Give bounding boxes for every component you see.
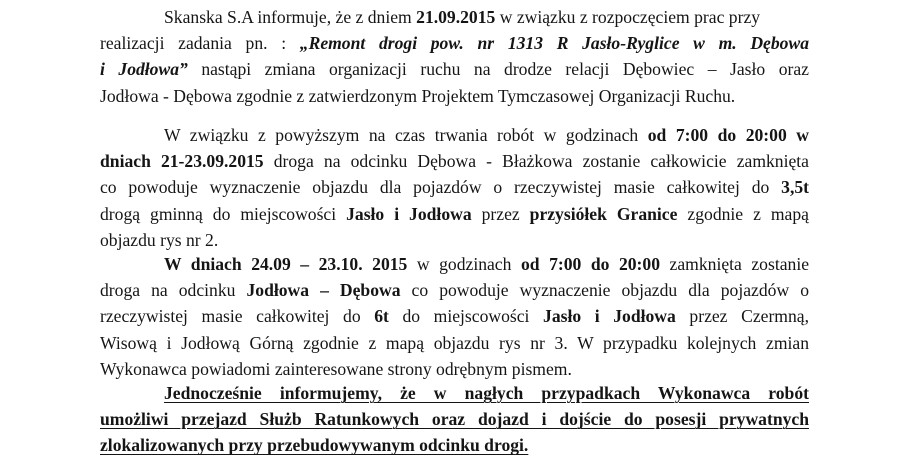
paragraph-intro-line-1 [100, 4, 809, 30]
paragraph-closure-1-line-5 [100, 227, 809, 253]
text-span: droga na odcinku Dębowa - Błażkowa zostanie całkowicie zamknięta [263, 151, 809, 172]
paragraph-closure-1-line-3 [100, 174, 809, 200]
project-title: „Remont drogi pow. nr 1313 R Jasło-Ryglice w m. Dębowa [299, 33, 809, 54]
text-span: W związku z powyższym na czas trwania robót w godzinach [164, 125, 648, 145]
paragraph-emergency-notice [100, 380, 809, 459]
paragraph-emergency-line-1 [100, 380, 809, 406]
text-span: droga na odcinku [100, 280, 247, 301]
detour-via: przysiółek Granice [529, 203, 678, 224]
paragraph-emergency-line-3 [100, 432, 809, 458]
weight-limit: 3,5t [781, 177, 809, 198]
paragraph-closure-2-line-4 [100, 330, 809, 356]
text-span: drogą gminną do miejscowości [100, 203, 347, 224]
text-span: co powoduje wyznaczenie objazdu dla pojazdów o [400, 280, 809, 301]
text-span: przez Czermną, [675, 306, 809, 327]
hours: od 7:00 do 20:00 [520, 254, 661, 274]
paragraph-closure-1-line-1 [100, 122, 809, 148]
emergency-text: umożliwi przejazd Służb Ratunkowych oraz dojazd i dojście do posesji prywatnych [100, 409, 809, 430]
road-section: Jodłowa – Dębowa [246, 280, 401, 301]
emergency-text: Jednocześnie informujemy, że w nagłych przypadkach Wykonawca robót [164, 383, 809, 403]
paragraph-intro [100, 4, 809, 109]
closure-dates: dniach 21-23.09.2015 [100, 151, 264, 172]
paragraph-closure-2-line-5 [100, 356, 809, 382]
paragraph-closure-1 [100, 122, 809, 253]
text-span: realizacji zadania pn. : [100, 33, 300, 54]
weight-limit: 6t [374, 306, 389, 327]
text-span: Skanska S.A informuje, że z dniem [164, 7, 417, 27]
paragraph-intro-line-4 [100, 83, 809, 109]
paragraph-closure-1-line-2 [100, 148, 809, 174]
paragraph-closure-2-line-2 [100, 277, 809, 303]
text-span: objazdu rys nr 2. [100, 229, 219, 250]
paragraph-closure-1-line-4 [100, 201, 809, 227]
text-span: co powoduje wyznaczenie objazdu dla pojazdów o rzeczywistej masie całkowitej do [100, 177, 782, 198]
paragraph-closure-2 [100, 251, 809, 382]
destination: Jasło i Jodłowa [543, 306, 676, 327]
text-span: Jodłowa - Dębowa zgodnie z zatwierdzonym Projektem Tymczasowej Organizacji Ruchu. [100, 85, 736, 106]
start-date: 21.09.2015 [416, 7, 496, 27]
paragraph-closure-2-line-3 [100, 303, 809, 329]
text-span: w związku z rozpoczęciem prac przy [495, 7, 761, 27]
text-span: Wisową i Jodłową Górną zgodnie z mapą objazdu rys nr 3. W przypadku kolejnych zmian [100, 332, 809, 353]
text-span: Wykonawca powiadomi zainteresowane strony odrębnym pismem. [100, 358, 572, 379]
hours: od 7:00 do 20:00 w [647, 125, 809, 145]
text-span: nastąpi zmiana organizacji ruchu na drodze relacji Dębowiec – Jasło oraz [187, 59, 809, 80]
text-span: do miejscowości [388, 306, 544, 327]
text-span: rzeczywistej masie całkowitej do [100, 306, 375, 327]
paragraph-emergency-line-2 [100, 406, 809, 432]
text-span: przez [471, 203, 530, 224]
text-span: zamknięta zostanie [660, 254, 810, 274]
closure-dates: W dniach 24.09 – 23.10. 2015 [164, 254, 408, 274]
paragraph-intro-line-3 [100, 56, 809, 82]
project-title-end: i Jodłowa” [100, 59, 188, 80]
text-span: w godzinach [407, 254, 521, 274]
paragraph-closure-2-line-1 [100, 251, 809, 277]
text-span: zgodnie z mapą [677, 203, 809, 224]
paragraph-intro-line-2 [100, 30, 809, 56]
emergency-text: zlokalizowanych przy przebudowywanym odcinku drogi. [100, 435, 529, 456]
destination: Jasło i Jodłowa [346, 203, 472, 224]
